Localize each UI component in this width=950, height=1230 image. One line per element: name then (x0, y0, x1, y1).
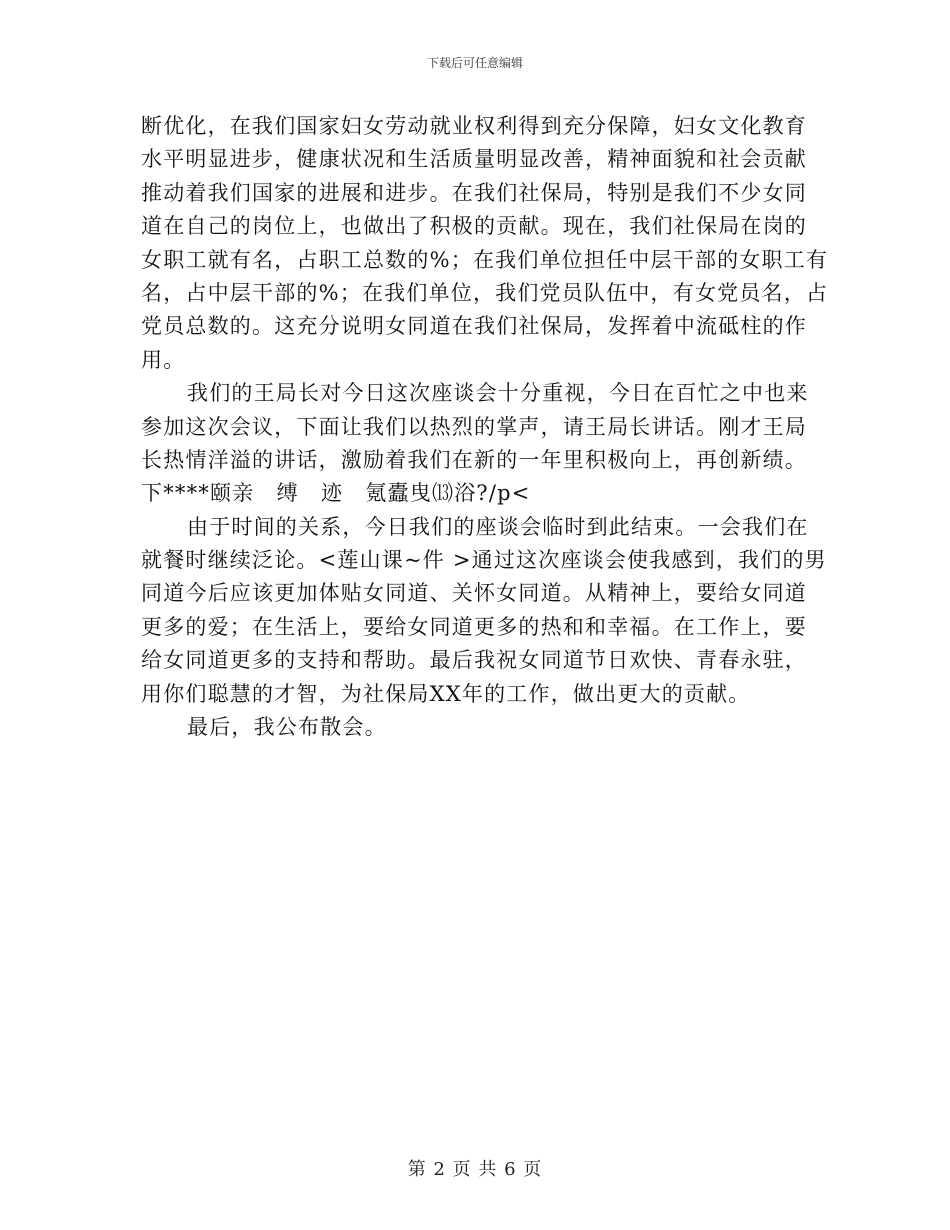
text-line: 女职工就有名，占职工总数的%；在我们单位担任中层干部的女职工有 (141, 247, 829, 272)
text-line: 参加这次会议，下面让我们以热烈的掌声，请王局长讲话。刚才王局 (141, 414, 807, 439)
page-header: 下载后可任意编辑 (426, 56, 523, 70)
text-line: 用你们聪慧的才智，为社保局XX年的工作，做出更大的贡献。 (141, 681, 751, 706)
text-line: 下****颐亲 缚 迹 氪蠹曳⒀浴?/p< (141, 481, 531, 506)
text-line: 就餐时继续泛论。<莲山课~件 >通过这次座谈会使我感到，我们的男 (141, 548, 827, 573)
text-line: 推动着我们国家的进展和进步。在我们社保局，特别是我们不少女同 (141, 180, 807, 205)
text-line: 党员总数的。这充分说明女同道在我们社保局，发挥着中流砥柱的作 (141, 314, 807, 339)
text-line: 长热情洋溢的讲话，激励着我们在新的一年里积极向上，再创新绩。 (141, 447, 807, 472)
text-line: 我们的王局长对今日这次座谈会十分重视，今日在百忙之中也来 (187, 381, 809, 406)
text-line: 水平明显进步，健康状况和生活质量明显改善，精神面貌和社会贡献 (141, 147, 807, 172)
paragraph-1 (141, 110, 829, 377)
page-footer: 第 2 页 共 6 页 (407, 1159, 543, 1180)
document-body (141, 110, 829, 744)
text-line: 给女同道更多的支持和帮助。最后我祝女同道节日欢快、青春永驻， (141, 648, 807, 673)
paragraph-4 (141, 711, 813, 744)
text-line: 断优化，在我们国家妇女劳动就业权利得到充分保障，妇女文化教育 (141, 114, 807, 138)
text-line: 最后，我公布散会。 (187, 715, 387, 740)
text-line: 用。 (141, 347, 186, 372)
text-line: 更多的爱；在生活上，要给女同道更多的热和和幸福。在工作上，要 (141, 614, 807, 639)
paragraph-3 (141, 511, 827, 711)
text-line: 由于时间的关系，今日我们的座谈会临时到此结束。一会我们在 (187, 514, 809, 539)
paragraph-2 (141, 377, 813, 511)
text-line: 名，占中层干部的%；在我们单位，我们党员队伍中，有女党员名，占 (141, 280, 829, 305)
text-line: 同道今后应该更加体贴女同道、关怀女同道。从精神上，要给女同道 (141, 581, 807, 606)
text-line: 道在自己的岗位上，也做出了积极的贡献。现在，我们社保局在岗的 (141, 214, 807, 239)
